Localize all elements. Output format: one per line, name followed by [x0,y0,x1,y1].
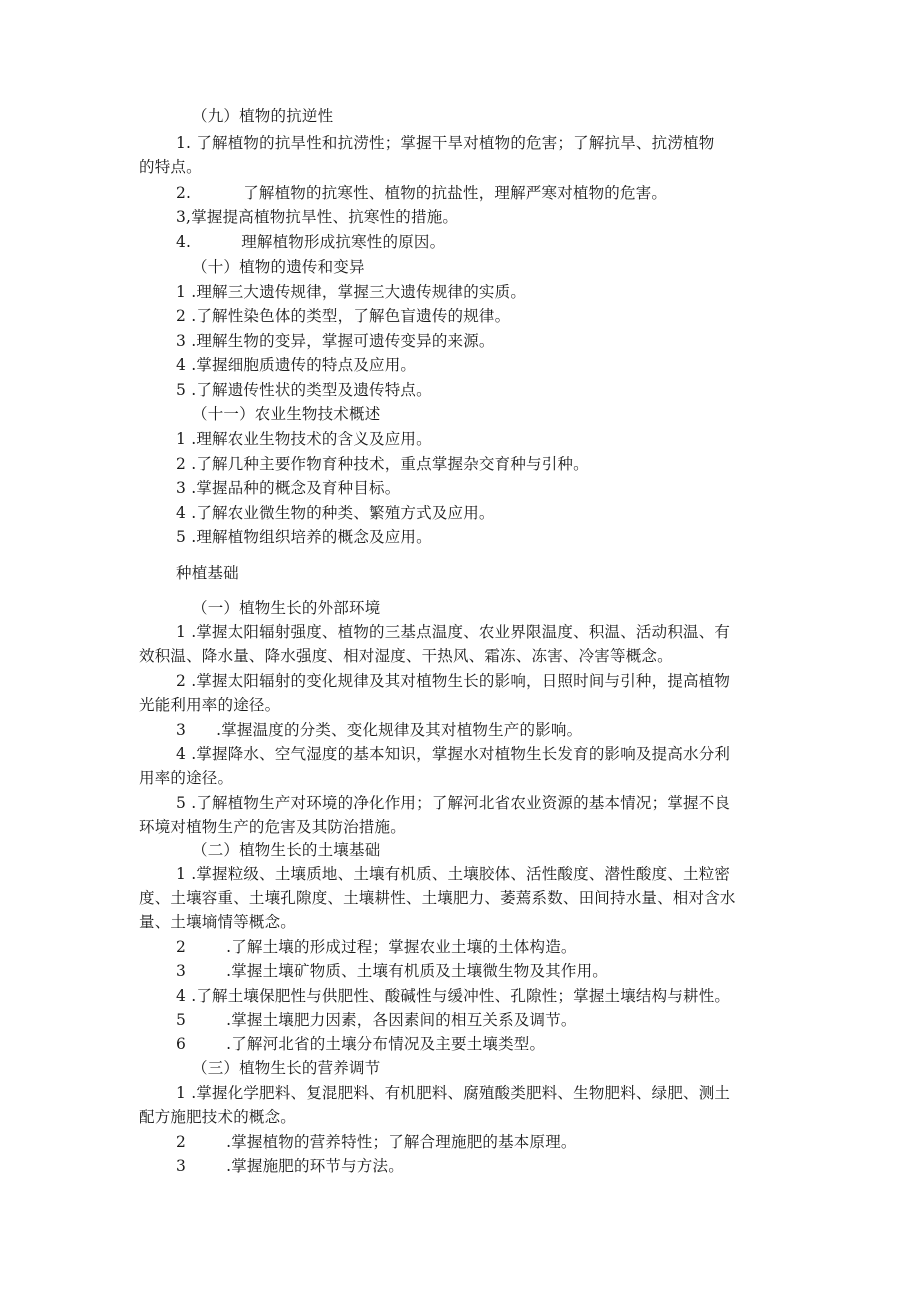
item-text: .了解河北省的土壤分布情况及主要土壤类型。 [226,1035,546,1053]
item-number: 3 [176,721,187,739]
paragraph-line: 配方施肥技术的概念。 [139,1108,297,1126]
list-item [176,720,582,740]
item-number: 3 [176,962,187,980]
item-number: 6 [176,1035,187,1053]
section-heading-10: （十）植物的遗传和变异 [192,258,365,276]
list-item [176,937,577,957]
item-text: .掌握植物的营养特性；了解合理施肥的基本原理。 [226,1133,577,1151]
item-number: 3 [176,1157,187,1175]
section-heading-3: （三）植物生长的营养调节 [192,1059,381,1077]
list-item: 3,掌握提高植物抗旱性、抗寒性的措施。 [176,208,459,226]
section-heading-2: （二）植物生长的土壤基础 [192,841,381,859]
list-item [176,1156,404,1176]
list-item: 2 .了解性染色体的类型，了解色盲遗传的规律。 [176,307,511,325]
list-item [176,183,667,203]
paragraph-line: 效积温、降水量、降水强度、相对湿度、干热风、霜冻、冻害、冷害等概念。 [139,647,673,665]
section-heading-11: （十一）农业生物技术概述 [192,405,381,423]
section-heading-9: （九）植物的抗逆性 [192,107,334,125]
list-item [176,1132,577,1152]
item-text: .掌握土壤矿物质、土壤有机质及土壤微生物及其作用。 [226,962,608,980]
paragraph-line: 环境对植物生产的危害及其防治措施。 [139,818,406,836]
list-item: 4 .了解土壤保肥性与供肥性、酸碱性与缓冲性、孔隙性；掌握土壤结构与耕性。 [176,987,731,1005]
list-item [176,1034,545,1054]
list-item [176,232,445,252]
paragraph-line: 1 .掌握粒级、土壤质地、土壤有机质、土壤胶体、活性酸度、潜性酸度、土粒密 [176,865,731,883]
item-text: .掌握土壤肥力因素，各因素间的相互关系及调节。 [226,1011,577,1029]
item-number: 2. [176,184,192,202]
item-text: .了解土壤的形成过程；掌握农业土壤的土体构造。 [226,938,577,956]
item-text: 理解植物形成抗寒性的原因。 [241,233,446,251]
list-item: 1 .理解三大遗传规律，掌握三大遗传规律的实质。 [176,283,527,301]
section-heading-1: （一）植物生长的外部环境 [192,599,381,617]
item-text: .掌握温度的分类、变化规律及其对植物生产的影响。 [216,721,583,739]
item-text: .掌握施肥的环节与方法。 [226,1157,404,1175]
list-item: 1 .理解农业生物技术的含义及应用。 [176,430,432,448]
list-item: 3 .理解生物的变异，掌握可遗传变异的来源。 [176,332,495,350]
paragraph-line: 4 .掌握降水、空气湿度的基本知识，掌握水对植物生长发育的影响及提高水分利 [176,745,731,763]
paragraph-line: 用率的途径。 [139,769,234,787]
paragraph-line: 1 .掌握化学肥料、复混肥料、有机肥料、腐殖酸类肥料、生物肥料、绿肥、测土 [176,1084,731,1102]
list-item: 4 .了解农业微生物的种类、繁殖方式及应用。 [176,504,495,522]
paragraph-line: 度、土壤容重、土壤孔隙度、土壤耕性、土壤肥力、萎蔫系数、田间持水量、相对含水 [139,889,736,907]
paragraph-line: 的特点。 [139,158,202,176]
paragraph-line: 2 .掌握太阳辐射的变化规律及其对植物生长的影响，日照时间与引种，提高植物 [176,672,731,690]
paragraph-line: 1. 了解植物的抗旱性和抗涝性；掌握干旱对植物的危害；了解抗旱、抗涝植物 [176,134,715,152]
list-item: 3 .掌握品种的概念及育种目标。 [176,479,401,497]
list-item: 5 .理解植物组织培养的概念及应用。 [176,528,432,546]
list-item [176,1010,577,1030]
paragraph-line: 1 .掌握太阳辐射强度、植物的三基点温度、农业界限温度、积温、活动积温、有 [176,623,731,641]
item-text: 了解植物的抗寒性、植物的抗盐性，理解严寒对植物的危害。 [243,184,668,202]
list-item: 4 .掌握细胞质遗传的特点及应用。 [176,356,417,374]
item-number: 2 [176,1133,187,1151]
part-title: 种植基础 [176,564,239,582]
item-number: 2 [176,938,187,956]
list-item: 2 .了解几种主要作物育种技术，重点掌握杂交育种与引种。 [176,455,589,473]
paragraph-line: 光能利用率的途径。 [139,696,281,714]
item-number: 5 [176,1011,187,1029]
list-item [176,961,608,981]
paragraph-line: 5 .了解植物生产对环境的净化作用；了解河北省农业资源的基本情况；掌握不良 [176,794,731,812]
list-item: 5 .了解遗传性状的类型及遗传特点。 [176,381,432,399]
item-number: 4. [176,233,192,251]
paragraph-line: 量、土壤墒情等概念。 [139,913,297,931]
